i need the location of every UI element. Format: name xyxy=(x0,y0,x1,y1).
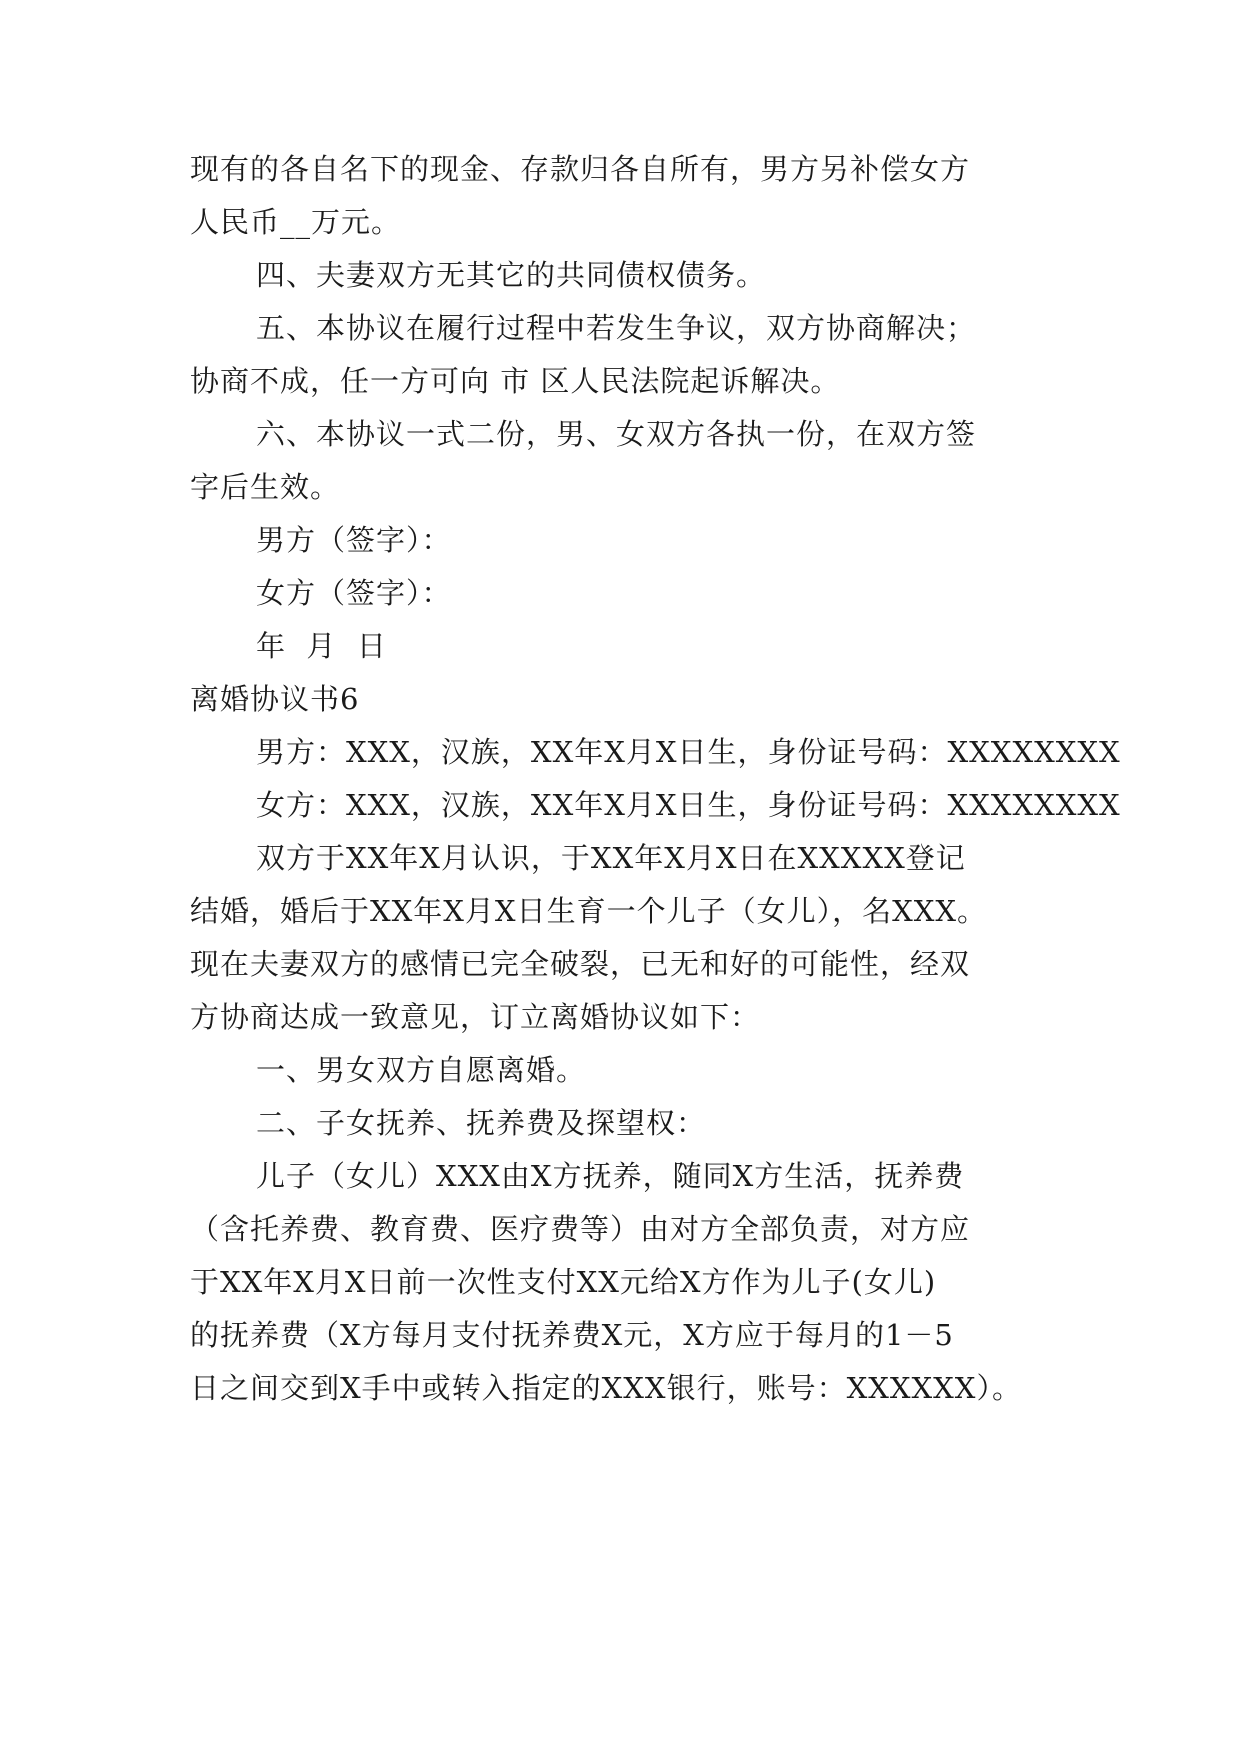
text-line: 现有的各自名下的现金、存款归各自所有，男方另补偿女方 xyxy=(190,152,971,186)
text-line: 方协商达成一致意见，订立离婚协议如下： xyxy=(190,1000,761,1034)
party-male-info: 男方：XXX，汉族，XX年X月X日生，身份证号码：XXXXXXXX xyxy=(256,735,1121,769)
text-line: 人民币__万元。 xyxy=(190,205,402,239)
text-line: 双方于XX年X月认识，于XX年X月X日在XXXXX登记 xyxy=(256,841,966,875)
text-line: 协商不成，任一方可向 市 区人民法院起诉解决。 xyxy=(190,364,841,398)
text-line: （含托养费、教育费、医疗费等）由对方全部负责，对方应 xyxy=(190,1212,971,1246)
party-female-info: 女方：XXX，汉族，XX年X月X日生，身份证号码：XXXXXXXX xyxy=(256,788,1121,822)
text-line: 儿子（女儿）XXX由X方抚养，随同X方生活，抚养费 xyxy=(256,1159,965,1193)
text-line: 字后生效。 xyxy=(190,470,341,504)
text-line: 结婚，婚后于XX年X月X日生育一个儿子（女儿），名XXX。 xyxy=(190,894,988,928)
date-line: 年 月 日 xyxy=(256,629,387,663)
text-line: 六、本协议一式二份，男、女双方各执一份，在双方签 xyxy=(256,417,977,451)
text-line: 日之间交到X手中或转入指定的XXX银行，账号：XXXXXX）。 xyxy=(190,1371,1022,1405)
signature-label-male: 男方（签字）： xyxy=(256,523,452,557)
text-line: 现在夫妻双方的感情已完全破裂，已无和好的可能性，经双 xyxy=(190,947,971,981)
clause-2-heading: 二、子女抚养、抚养费及探望权： xyxy=(256,1106,707,1140)
clause-1: 一、男女双方自愿离婚。 xyxy=(256,1053,587,1087)
text-line: 的抚养费（X方每月支付抚养费X元，X方应于每月的1－5 xyxy=(190,1318,954,1352)
text-line: 五、本协议在履行过程中若发生争议，双方协商解决； xyxy=(256,311,977,345)
signature-label-female: 女方（签字）： xyxy=(256,576,452,610)
text-line: 于XX年X月X日前一次性支付XX元给X方作为儿子(女儿) xyxy=(190,1265,937,1299)
document-title: 离婚协议书6 xyxy=(190,682,360,716)
text-line: 四、夫妻双方无其它的共同债权债务。 xyxy=(256,258,767,292)
